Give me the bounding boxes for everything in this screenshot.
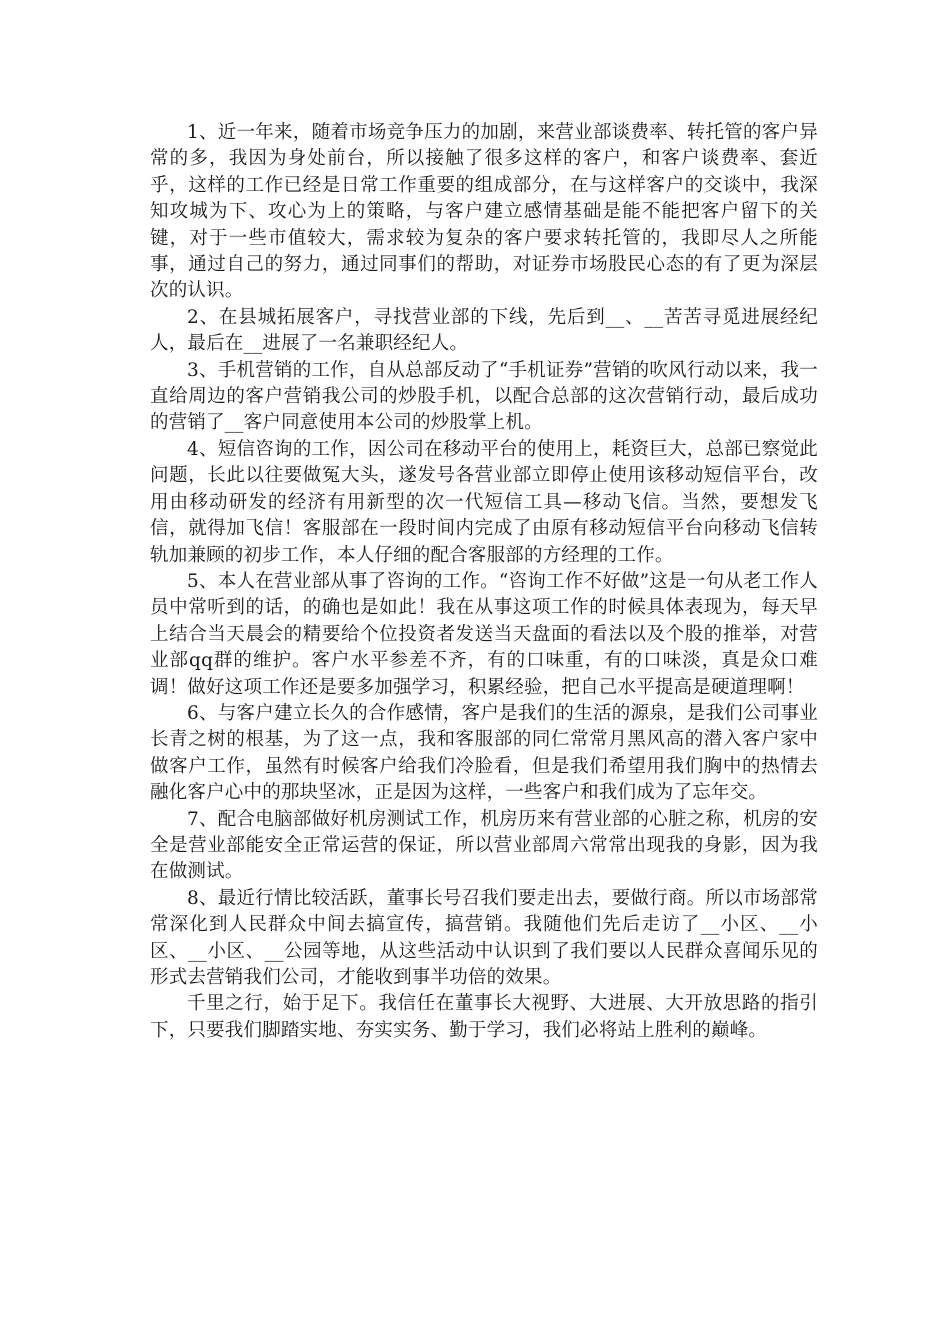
paragraph-3: 3、手机营销的工作，自从总部反动了“手机证券”营销的吹风行动以来，我一直给周边的客户营销我公司的炒股手机，以配合总部的这次营销行动，最后成功的营销了__客户同意使用本公司的炒股掌上机。 — [150, 359, 818, 434]
paragraph-8: 8、最近行情比较活跃，董事长号召我们要走出去，要做行商。所以市场部常常深化到人民群众中间去搞宣传，搞营销。我随他们先后走访了__小区、__小区、__小区、__公园等地，从这些活动中认识到了我们要以人民群众喜闻乐见的形式去营销我们公司，才能收到事半功倍的效果。 — [150, 887, 818, 988]
paragraph-5: 5、本人在营业部从事了咨询的工作。“咨询工作不好做”这是一句从老工作人员中常听到的话，的确也是如此！我在从事这项工作的时候具体表现为，每天早上结合当天晨会的精要给个位投资者发送当天盘面的看法以及个股的推举，对营业部qq群的维护。客户水平参差不齐，有的口味重，有的口味淡，真是众口难调！做好这项工作还是要多加强学习，积累经验，把自己水平提高是硬道理啊！ — [150, 570, 818, 698]
paragraph-6: 6、与客户建立长久的合作感情，客户是我们的生活的源泉，是我们公司事业长青之树的根基，为了这一点，我和客服部的同仁常常月黑风高的潜入客户家中做客户工作，虽然有时候客户给我们冷脸看，但是我们希望用我们胸中的热情去融化客户心中的那块坚冰，正是因为这样，一些客户和我们成为了忘年交。 — [150, 702, 818, 804]
paragraph-conclusion: 千里之行，始于足下。我信任在董事长大视野、大进展、大开放思路的指引下，只要我们脚踏实地、夯实实务、勤于学习，我们必将站上胜利的巅峰。 — [150, 993, 818, 1041]
paragraph-2: 2、在县城拓展客户，寻找营业部的下线，先后到__、__苦苦寻觅进展经纪人，最后在__进展了一名兼职经纪人。 — [150, 306, 818, 355]
document-body — [150, 120, 818, 1044]
paragraph-7: 7、配合电脑部做好机房测试工作，机房历来有营业部的心脏之称，机房的安全是营业部能安全正常运营的保证，所以营业部周六常常出现我的身影，因为我在做测试。 — [150, 808, 818, 883]
paragraph-1: 1、近一年来，随着市场竞争压力的加剧，来营业部谈费率、转托管的客户异常的多，我因为身处前台，所以接触了很多这样的客户，和客户谈费率、套近乎，这样的工作已经是日常工作重要的组成部分，在与这样客户的交谈中，我深知攻城为下、攻心为上的策略，与客户建立感情基础是能不能把客户留下的关键，对于一些市值较大，需求较为复杂的客户要求转托管的，我即尽人之所能事，通过自己的努力，通过同事们的帮助，对证券市场股民心态的有了更为深层次的认识。 — [150, 122, 818, 302]
paragraph-4: 4、短信咨询的工作，因公司在移动平台的使用上，耗资巨大，总部已察觉此问题，长此以往要做冤大头，遂发号各营业部立即停止使用该移动短信平台，改用由移动研发的经济有用新型的次一代短信工具—移动飞信。当然，要想发飞信，就得加飞信！客服部在一段时间内完成了由原有移动短信平台向移动飞信转轨加兼顾的初步工作，本人仔细的配合客服部的方经理的工作。 — [150, 438, 818, 566]
